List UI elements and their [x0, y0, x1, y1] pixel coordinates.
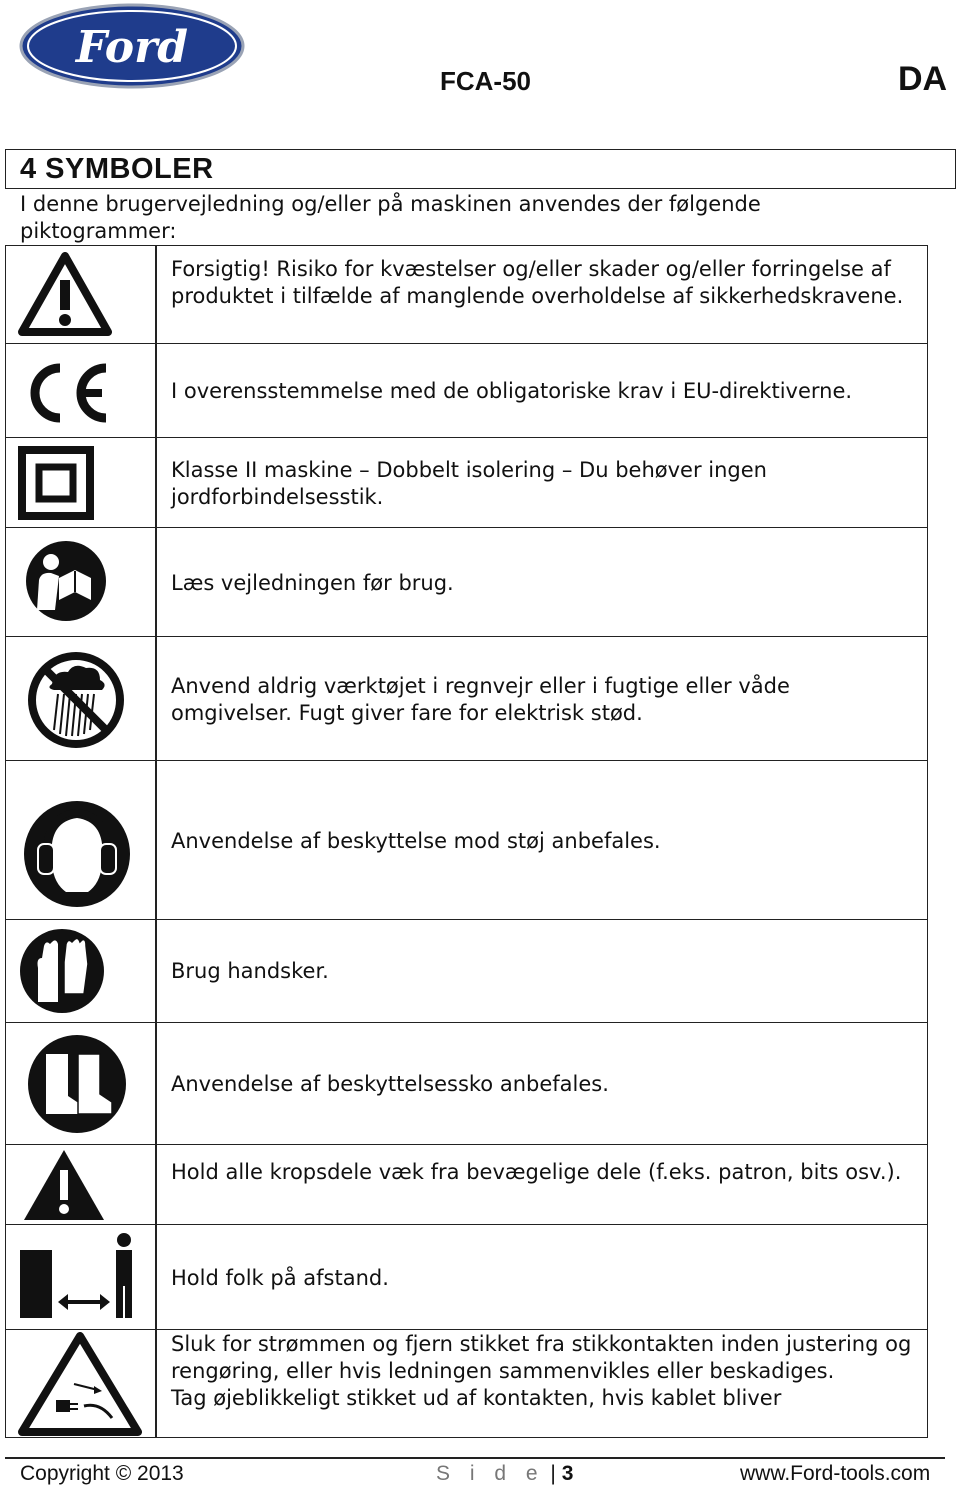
page-number: 3: [561, 1462, 574, 1485]
safety-boots-icon: [24, 1034, 130, 1134]
footer-divider: [5, 1457, 945, 1459]
no-rain-icon: [24, 650, 128, 750]
ford-logo: [18, 2, 246, 90]
symbol-description: Anvendelse af beskyttelsessko anbefales.: [171, 1072, 609, 1096]
moving-parts-warning-icon: [22, 1148, 106, 1222]
symbol-description: Klasse II maskine – Dobbelt isolering – Du behøver ingen jordforbindelsesstik.: [171, 458, 767, 509]
symbol-description: Anvend aldrig værktøjet i regnvejr eller i fugtige eller våde omgivelser. Fugt giver fare for elektrisk stød.: [171, 674, 790, 725]
warning-triangle-icon: [18, 252, 112, 336]
footer-website[interactable]: www.Ford-tools.com: [740, 1462, 931, 1485]
ear-protection-icon: [22, 800, 132, 908]
page-label: S i d e: [436, 1462, 545, 1485]
gloves-icon: [18, 928, 106, 1014]
section-title: 4 SYMBOLER: [20, 153, 214, 185]
symbol-description: Hold folk på afstand.: [171, 1266, 389, 1290]
footer-page: [436, 1462, 573, 1486]
symbol-description: Anvendelse af beskyttelse mod støj anbefales.: [171, 829, 661, 853]
keep-distance-icon: [18, 1232, 138, 1320]
ford-logo-text: Ford: [75, 22, 189, 73]
section-intro: I denne brugervejledning og/eller på maskinen anvendes der følgende piktogrammer:: [20, 192, 761, 243]
page-separator: |: [550, 1462, 556, 1485]
double-insulation-icon: [18, 446, 94, 520]
symbol-description: Brug handsker.: [171, 959, 329, 983]
language-code: DA: [898, 60, 948, 98]
symbol-description: Forsigtig! Risiko for kvæstelser og/eller skader og/eller forringelse af produktet i tilfælde af manglende overholdelse af sikkerhedskravene.: [171, 257, 904, 308]
symbol-description: I overensstemmelse med de obligatoriske krav i EU-direktiverne.: [171, 379, 853, 403]
footer-copyright: Copyright © 2013: [20, 1462, 184, 1485]
symbol-description: Sluk for strømmen og fjern stikket fra stikkontakten inden justering og rengøring, eller hvis ledningen sammenvikles eller beskadiges. Tag øjeblikkeligt stikket ud af kontakten, hvis kablet bliver: [171, 1332, 912, 1410]
symbol-description: Læs vejledningen før brug.: [171, 571, 454, 595]
ce-mark-icon: [22, 362, 112, 424]
read-manual-icon: [25, 540, 107, 622]
model-name: FCA-50: [440, 66, 532, 96]
symbol-description: Hold alle kropsdele væk fra bevægelige dele (f.eks. patron, bits osv.).: [171, 1160, 902, 1184]
unplug-warning-icon: [18, 1332, 142, 1436]
